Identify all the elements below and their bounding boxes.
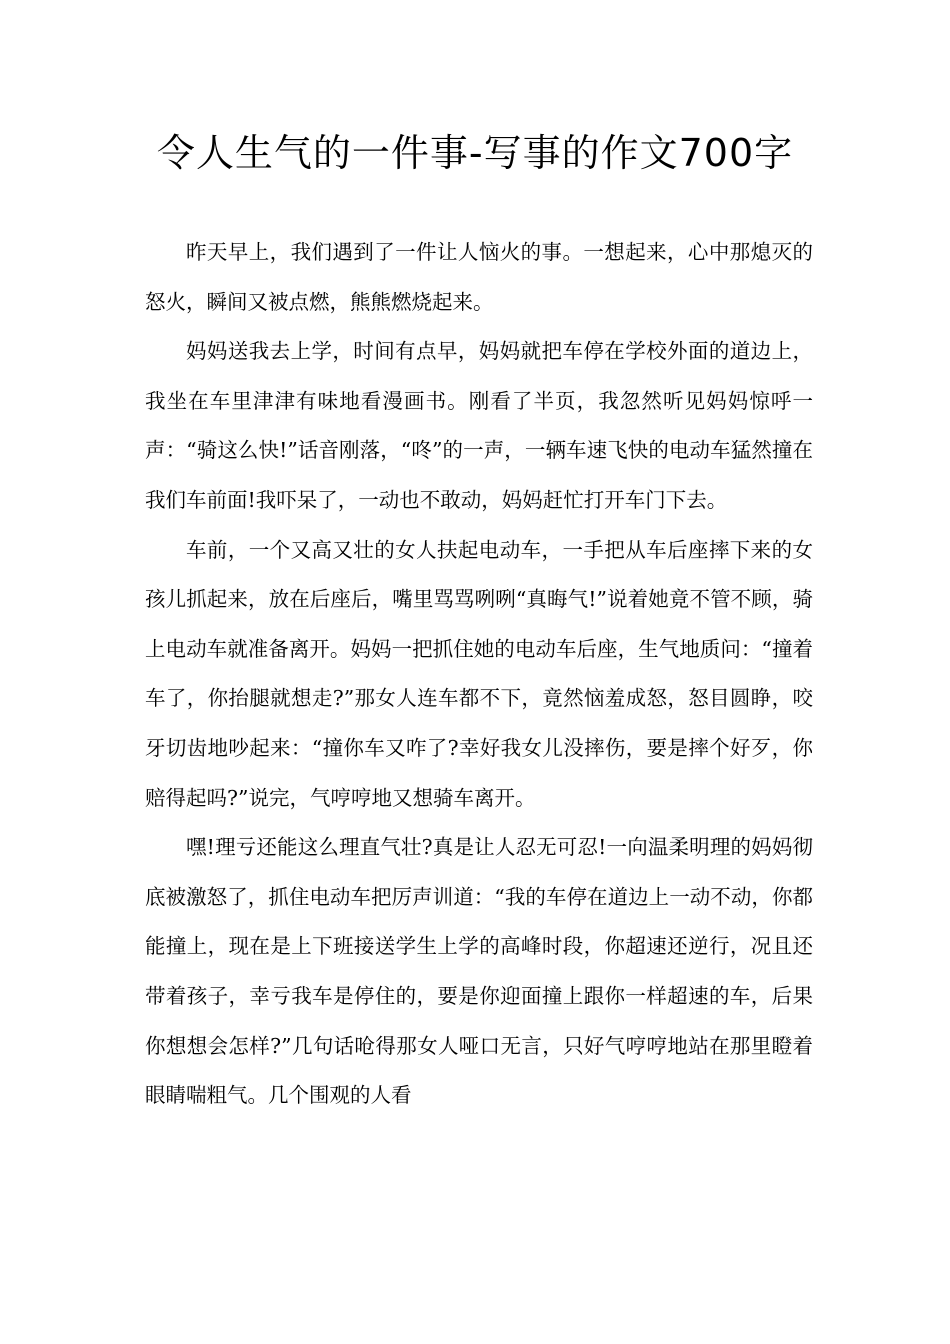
paragraph: 车前，一个又高又壮的女人扶起电动车，一手把从车后座摔下来的女孩儿抓起来，放在后座后，嘴里骂骂咧咧“真晦气!”说着她竟不管不顾，骑上电动车就准备离开。妈妈一把抓住她的电动车后座，生气地质问：“撞着车了，你抬腿就想走?”那女人连车都不下，竟然恼羞成怒，怒目圆睁，咬牙切齿地吵起来：“撞你车又咋了?幸好我女儿没摔伤，要是摔个好歹，你赔得起吗?”说完，气哼哼地又想骑车离开。	[145, 537, 813, 810]
document-title: 令人生气的一件事-写事的作文700字	[156, 131, 794, 175]
paragraph: 嘿!理亏还能这么理直气壮?真是让人忍无可忍!一向温柔明理的妈妈彻底被激怒了，抓住电动车把厉声训道：“我的车停在道边上一动不动，你都能撞上，现在是上下班接送学生上学的高峰时段，你超速还逆行，况且还带着孩子，幸亏我车是停住的，要是你迎面撞上跟你一样超速的车，后果你想想会怎样?”几句话呛得那女人哑口无言，只好气哼哼地站在那里瞪着眼睛喘粗气。几个围观的人看	[145, 835, 813, 1108]
document-body	[145, 228, 813, 1121]
paragraph: 妈妈送我去上学，时间有点早，妈妈就把车停在学校外面的道边上，我坐在车里津津有味地看漫画书。刚看了半页，我忽然听见妈妈惊呼一声：“骑这么快!”话音刚落，“咚”的一声，一辆车速飞快的电动车猛然撞在我们车前面!我吓呆了，一动也不敢动，妈妈赶忙打开车门下去。	[145, 339, 813, 512]
paragraph: 昨天早上，我们遇到了一件让人恼火的事。一想起来，心中那熄灭的怒火，瞬间又被点燃，熊熊燃烧起来。	[145, 240, 813, 314]
